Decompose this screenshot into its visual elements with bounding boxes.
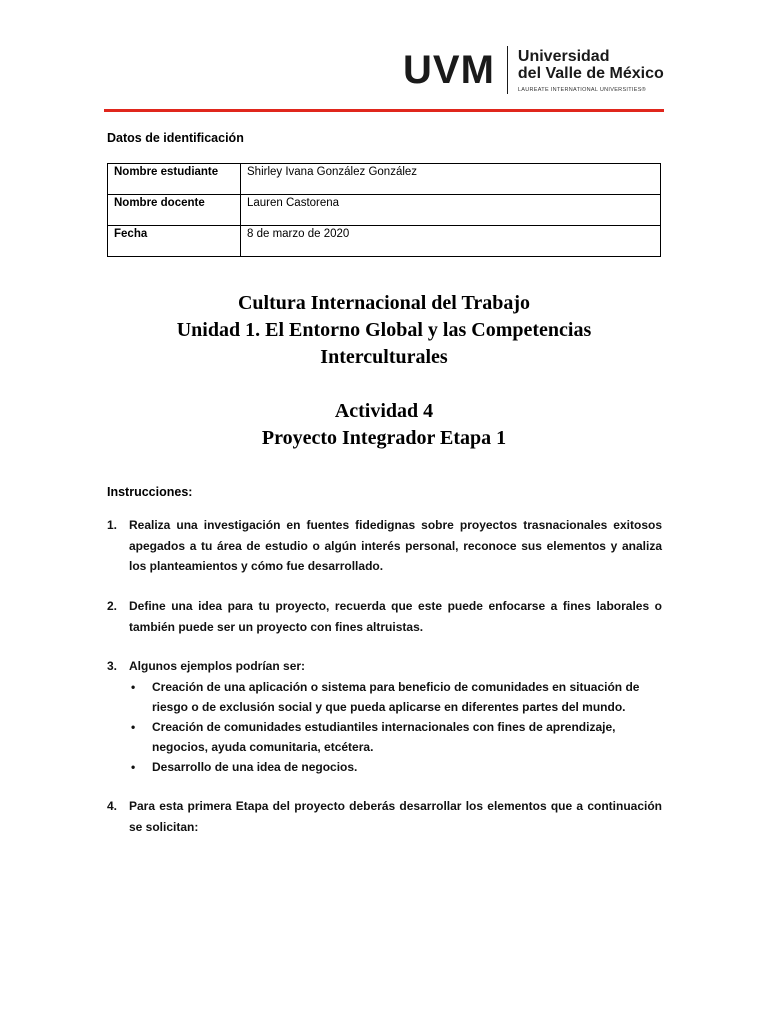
unit-title: Unidad 1. El Entorno Global y las Competencias [176,319,592,341]
table-row [108,226,661,257]
table-row [108,195,661,226]
bullet-icon: • [131,760,136,774]
label-teacher: Nombre docente [108,195,241,226]
logo-university-line1: Universidad [517,47,610,65]
item-text: Define una idea para tu proyecto, recuerda que este puede enfocarse a fines laborales o también puede ser un proyecto con fines altruistas. [129,599,662,634]
list-item [129,677,662,717]
logo-text [518,48,664,93]
table-row [108,164,661,195]
course-title: Cultura Internacional del Trabajo [237,292,531,314]
item-text: Algunos ejemplos podrían ser: [129,659,306,673]
item-number: 2. [107,599,118,613]
item-text: Para esta primera Etapa del proyecto deberás desarrollar los elementos que a continuación se solicitan: [129,799,662,834]
identification-heading: Datos de identificación [107,131,244,145]
identification-table [107,163,661,257]
bullet-icon: • [131,680,136,694]
value-date: 8 de marzo de 2020 [241,226,661,257]
unit-title-cont: Interculturales [320,346,448,368]
activity-title-block [104,398,664,452]
item-number: 3. [107,659,118,673]
header-divider [104,109,664,112]
course-title-block [104,290,664,371]
project-title: Proyecto Integrador Etapa 1 [261,427,507,449]
logo-university-line2: del Valle de México [517,64,664,82]
uvm-logo [403,42,664,98]
logo-divider [507,46,508,94]
bullet-icon: • [131,720,136,734]
value-teacher: Lauren Castorena [241,195,661,226]
bullet-text: Desarrollo de una idea de negocios. [152,760,358,774]
instruction-item-3 [107,656,662,677]
list-item [129,717,662,757]
logo-mark: UVM [403,48,495,92]
label-student: Nombre estudiante [108,164,241,195]
activity-title: Actividad 4 [334,400,434,422]
item-number: 1. [107,518,118,532]
logo-tagline: LAUREATE INTERNATIONAL UNIVERSITIES® [517,86,647,93]
instruction-item-1 [107,515,662,577]
list-item [129,757,662,777]
value-student: Shirley Ivana González González [241,164,661,195]
item-number: 4. [107,799,118,813]
examples-list [129,677,662,777]
item-text: Realiza una investigación en fuentes fidedignas sobre proyectos trasnacionales exitosos apegados a tu área de estudio o algún interés personal, reconoce sus elementos y analiza los planteamientos y cómo fue desarrollado. [129,518,662,573]
instruction-item-4 [107,796,662,837]
bullet-text: Creación de comunidades estudiantiles internacionales con fines de aprendizaje, negocios, ayuda comunitaria, etcétera. [152,720,616,754]
instruction-item-2 [107,596,662,637]
label-date: Fecha [108,226,241,257]
instructions-heading: Instrucciones: [107,485,193,499]
bullet-text: Creación de una aplicación o sistema para beneficio de comunidades en situación de riesgo o de exclusión social y que pueda aplicarse en diferentes partes del mundo. [152,680,640,714]
